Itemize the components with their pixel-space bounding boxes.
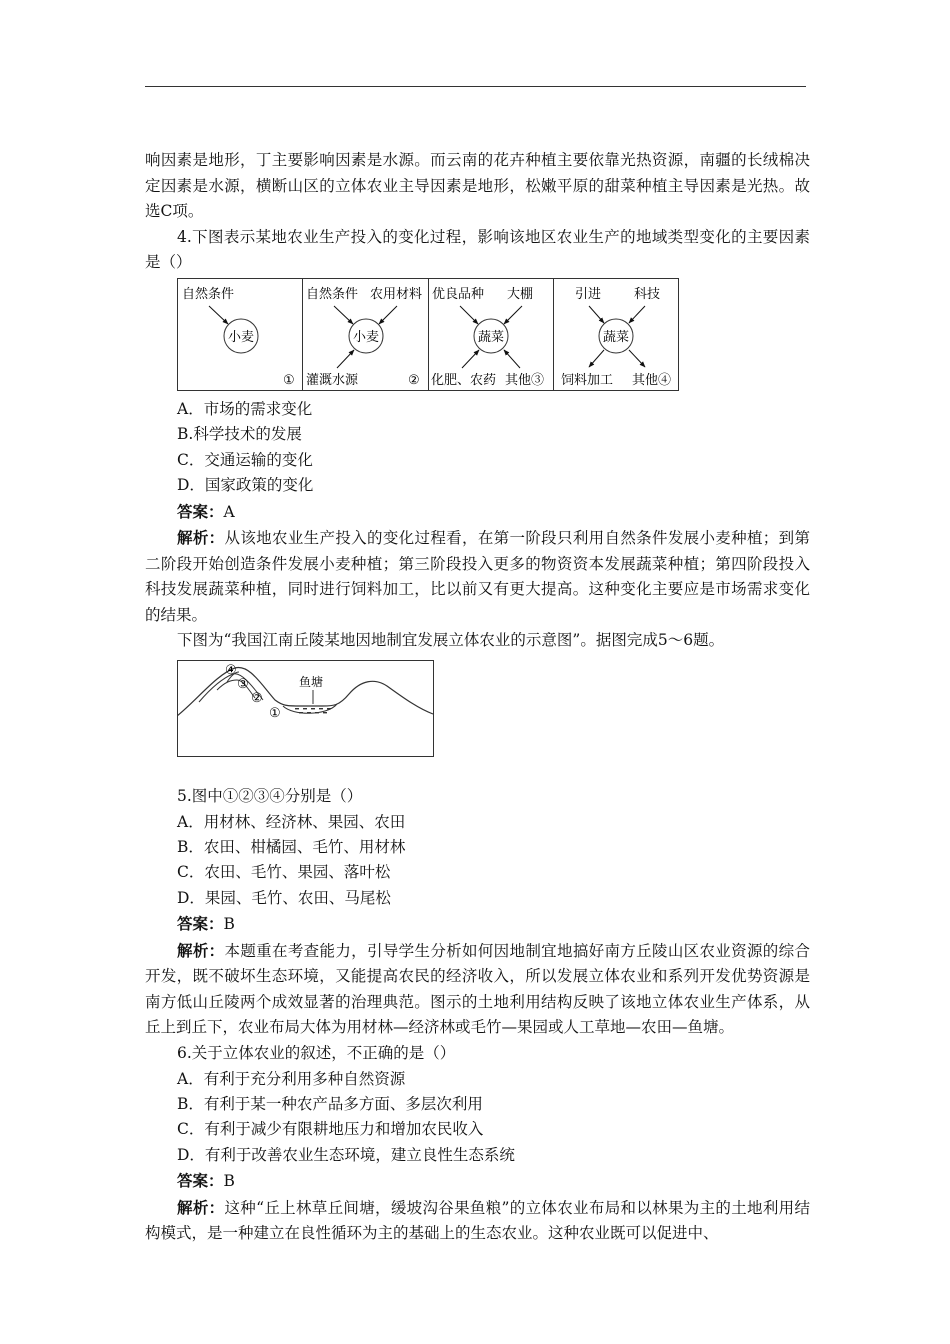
panel-3	[431, 286, 544, 388]
q4-option-b: B.科学技术的发展	[177, 425, 302, 444]
q5-stem: 5.图中①②③④分别是（）	[177, 786, 363, 805]
panel-3-crop: 蔬菜	[477, 329, 505, 345]
input-change-diagram	[177, 278, 681, 393]
panel-4-arrow-tl	[589, 306, 604, 323]
panel-2	[306, 286, 422, 388]
q4-answer-value: A	[223, 502, 235, 521]
panel-2-arrow-tl	[334, 306, 353, 324]
panel-4-arrow-tr	[629, 306, 645, 323]
q6-option-c: C．有利于减少有限耕地压力和增加农民收入	[177, 1120, 484, 1139]
panel-2-bottom-left: 灌溉水源	[306, 372, 359, 388]
marker-1: ①	[269, 705, 281, 721]
group-intro: 下图为“我国江南丘陵某地因地制宜发展立体农业的示意图”。据图完成5～6题。	[177, 631, 725, 650]
q5-answer-value: B	[223, 915, 235, 934]
q6-analysis-text: 这种“丘上林草丘间塘，缓坡沟谷果鱼粮”的立体农业布局和以林果为主的土地利用结构模式，是一种建立在良性循环为主的基础上的生态农业。这种农业既可以促进中、	[145, 1198, 810, 1243]
q5-option-a: A．用材林、经济林、果园、农田	[177, 812, 406, 831]
panel-1	[182, 287, 295, 388]
hill-agriculture-diagram	[177, 660, 434, 758]
panel-2-number: ②	[408, 372, 420, 388]
panel-1-arrow	[209, 306, 228, 324]
input-change-figure	[177, 278, 681, 393]
q6-analysis	[145, 1195, 810, 1247]
q5-analysis	[145, 938, 810, 1041]
panel-2-crop: 小麦	[352, 329, 380, 345]
q4-answer	[177, 499, 810, 525]
panel-3-bottom-right: 其他③	[505, 372, 545, 388]
panel-3-arrow-tr	[504, 306, 522, 324]
q6-analysis-label: 解析：	[177, 1197, 225, 1217]
q4-option-d: D．国家政策的变化	[177, 476, 314, 495]
panel-3-top-left: 优良品种	[432, 286, 485, 302]
q4-option-a: A．市场的需求变化	[177, 399, 313, 418]
panel-3-arrow-bl	[462, 350, 479, 368]
panel-4-arrow-br	[629, 350, 645, 367]
hill-agriculture-figure	[177, 660, 434, 758]
q5-option-b: B．农田、柑橘园、毛竹、用材林	[177, 837, 406, 856]
marker-4: ④	[225, 662, 237, 678]
q6-option-b: B．有利于某一种农产品多方面、多层次利用	[177, 1094, 483, 1113]
marker-2: ②	[251, 690, 263, 706]
panel-4-crop: 蔬菜	[602, 329, 630, 345]
panel-2-arrow-tr	[379, 306, 397, 324]
panel-2-top-right: 农用材料	[370, 286, 423, 302]
panel-2-top-left: 自然条件	[306, 286, 359, 302]
panel-1-number: ①	[283, 372, 295, 388]
q6-option-d: D．有利于改善农业生态环境，建立良性生态系统	[177, 1145, 515, 1164]
q4-analysis-text: 从该地农业生产投入的变化过程看，在第一阶段只利用自然条件发展小麦种植；到第二阶段开始创造条件发展小麦种植；第三阶段投入更多的物资资本发展蔬菜种植；第四阶段投入科技发展蔬菜种植，同时进行饲料加工，比以前又有更大提高。这种变化主要应是市场需求变化的结果。	[145, 529, 810, 624]
panel-1-top-left: 自然条件	[182, 286, 235, 302]
document-body	[145, 148, 810, 1247]
pond-label: 鱼塘	[299, 674, 324, 689]
panel-3-top-right: 大棚	[507, 286, 534, 302]
header-rule	[145, 86, 806, 87]
q4-analysis-label: 解析：	[177, 528, 225, 547]
q5-analysis-text: 本题重在考查能力，引导学生分析如何因地制宜地搞好南方丘陵山区农业资源的综合开发，既不破坏生态环境，又能提高农民的经济收入，所以发展立体农业和系列开发优势资源是南方低山丘陵两个成效显著的治理典范。图示的土地利用结构反映了该地立体农业生产体系，从丘上到丘下，农业布局大体为用材林—经济林或毛竹—果园或人工草地—农田—鱼塘。	[145, 941, 810, 1037]
panel-4-bottom-left: 饲料加工	[561, 372, 614, 388]
panel-3-arrow-tl	[460, 306, 478, 324]
panel-4	[561, 286, 671, 388]
q6-answer-value: B	[223, 1172, 235, 1191]
panel-3-bottom-left: 化肥、农药	[431, 372, 497, 388]
panel-2-arrow-bl	[337, 350, 354, 368]
panel-3-arrow-br	[504, 350, 520, 368]
panel-1-crop: 小麦	[227, 329, 255, 345]
q5-option-c: C．农田、毛竹、果园、落叶松	[177, 863, 391, 882]
q5-option-d: D．果园、毛竹、农田、马尾松	[177, 888, 391, 907]
q4-option-c: C．交通运输的变化	[177, 450, 313, 469]
q4-stem: 4.下图表示某地农业生产投入的变化过程，影响该地区农业生产的地域类型变化的主要因素是（）	[145, 227, 810, 272]
q5-analysis-label: 解析：	[177, 940, 225, 960]
panel-4-top-left: 引进	[575, 286, 602, 302]
intro-paragraph: 响因素是地形，丁主要影响因素是水源。而云南的花卉种植主要依靠光热资源，南疆的长绒棉决定因素是水源，横断山区的立体农业主导因素是地形，松嫩平原的甜菜种植主导因素是光热。故选C项。	[145, 151, 810, 221]
marker-3: ③	[237, 676, 249, 692]
panel-4-arrow-bl	[589, 350, 604, 367]
panel-4-bottom-right: 其他④	[632, 372, 672, 388]
q6-stem: 6.关于立体农业的叙述，不正确的是（）	[177, 1043, 456, 1062]
q5-answer-label: 答案：	[177, 914, 224, 934]
q6-option-a: A．有利于充分利用多种自然资源	[177, 1069, 406, 1088]
q4-answer-label: 答案：	[177, 501, 224, 521]
q5-answer	[177, 911, 810, 937]
q6-answer	[177, 1168, 810, 1194]
q4-analysis	[145, 525, 810, 628]
q6-answer-label: 答案：	[177, 1171, 224, 1191]
panel-4-top-right: 科技	[634, 286, 661, 302]
